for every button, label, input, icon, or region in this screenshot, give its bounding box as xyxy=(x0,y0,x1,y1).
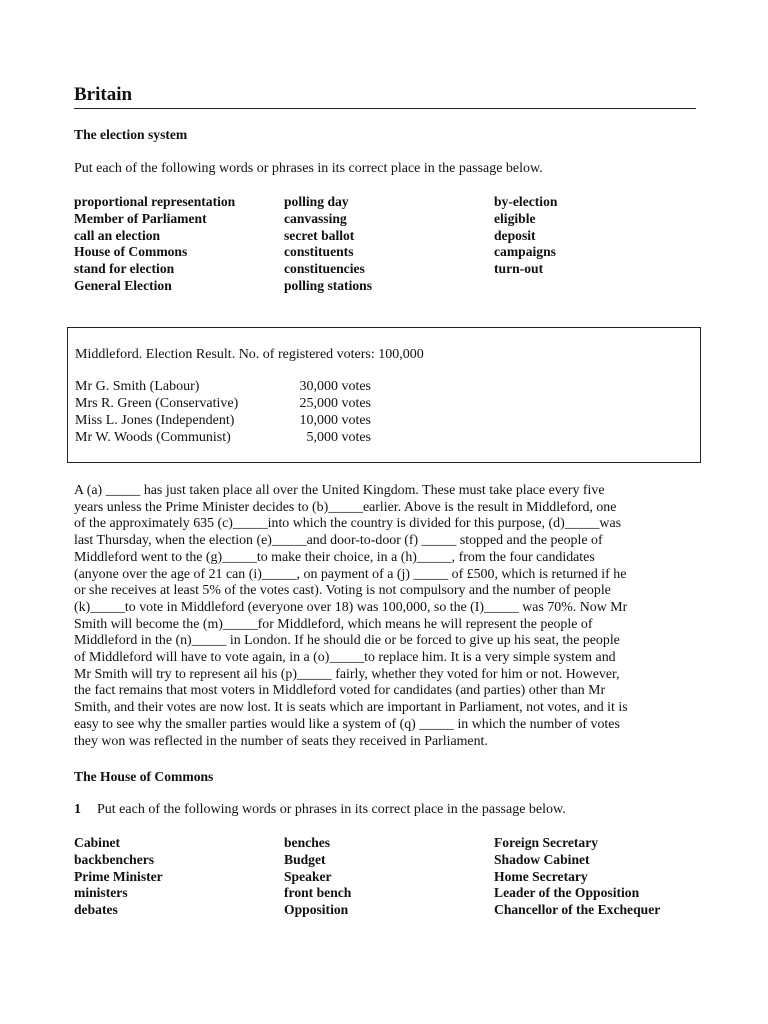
word-column-2 xyxy=(284,194,494,295)
instruction-2 xyxy=(74,801,566,818)
section-heading-house-of-commons: The House of Commons xyxy=(74,769,214,784)
word-item: Opposition xyxy=(284,902,349,918)
candidate-name: Miss L. Jones (Independent) xyxy=(75,413,235,428)
word-item: eligible xyxy=(494,210,536,226)
passage-line: Middleford in the (n)_____ in London. If he should die or be forced to give up his seat, the people xyxy=(74,633,620,649)
word-column-1 xyxy=(74,194,284,295)
candidate-votes: 25,000 votes xyxy=(299,396,371,411)
passage-line: of the approximately 635 (c)_____into which the country is divided for this purpose, (d)_____was xyxy=(74,516,622,532)
word-item: Chancellor of the Exchequer xyxy=(494,902,661,918)
word-item: proportional representation xyxy=(74,194,236,209)
instruction-2-text: Put each of the following words or phrases in its correct place in the passage below. xyxy=(97,802,566,817)
candidate-votes: 10,000 votes xyxy=(299,413,371,428)
candidate-name: Mr W. Woods (Communist) xyxy=(75,430,231,445)
passage-line: last Thursday, when the election (e)_____and door-to-door (f) _____ stopped and the people of xyxy=(74,533,603,549)
result-row xyxy=(75,378,371,395)
word-item: ministers xyxy=(74,885,128,901)
word-column-1 xyxy=(74,835,284,919)
word-list-election xyxy=(74,194,698,295)
passage-line: or she receives at least 5% of the votes cast). Voting is not compulsory and the number of people xyxy=(74,583,611,599)
passage-line: (anyone over the age of 21 can (i)_____, on payment of a (j) _____ of £500, which is returned if he xyxy=(74,566,627,582)
word-item: constituents xyxy=(284,244,354,260)
passage-line: years unless the Prime Minister decides to (b)_____earlier. Above is the result in Middleford, one xyxy=(74,499,617,515)
word-item: stand for election xyxy=(74,261,175,277)
word-item: secret ballot xyxy=(284,227,355,243)
word-item: Cabinet xyxy=(74,835,121,850)
page-title: Britain xyxy=(74,83,696,109)
election-result-box xyxy=(67,327,701,463)
word-item: campaigns xyxy=(494,244,556,260)
word-item: House of Commons xyxy=(74,244,188,260)
word-item: debates xyxy=(74,902,118,918)
passage-line: easy to see why the smaller parties would like a system of (q) _____ in which the number of votes xyxy=(74,716,620,732)
word-item: deposit xyxy=(494,227,536,243)
word-item: Foreign Secretary xyxy=(494,835,599,850)
election-passage xyxy=(74,483,698,750)
word-item: polling stations xyxy=(284,277,373,293)
candidate-name: Mr G. Smith (Labour) xyxy=(75,379,200,394)
word-item: turn-out xyxy=(494,261,544,277)
result-table xyxy=(75,378,371,446)
result-row xyxy=(75,395,371,412)
passage-line: Smith, and their votes are now lost. It is seats which are important in Parliament, not votes, and it is xyxy=(74,700,628,716)
candidate-votes: 30,000 votes xyxy=(299,379,371,394)
exercise-number: 1 xyxy=(74,802,81,817)
word-column-3 xyxy=(494,194,698,295)
result-row xyxy=(75,412,371,429)
word-item: Prime Minister xyxy=(74,868,163,884)
passage-line: Middleford went to the (g)_____to make their choice, in a (h)_____, from the four candidates xyxy=(74,549,595,565)
passage-line: Smith will become the (m)_____for Middleford, which means he will represent the people of xyxy=(74,616,593,632)
candidate-name: Mrs R. Green (Conservative) xyxy=(75,396,239,411)
word-item: by-election xyxy=(494,194,558,209)
result-row xyxy=(75,429,371,446)
word-item: constituencies xyxy=(284,261,365,277)
word-item: backbenchers xyxy=(74,851,155,867)
word-column-2 xyxy=(284,835,494,919)
word-item: Shadow Cabinet xyxy=(494,851,590,867)
word-item: Leader of the Opposition xyxy=(494,885,640,901)
word-list-commons xyxy=(74,835,698,919)
passage-line: of Middleford will have to vote again, in a (o)_____to replace him. It is a very simple system and xyxy=(74,650,616,666)
candidate-votes: 5,000 votes xyxy=(306,430,371,445)
word-item: General Election xyxy=(74,277,172,293)
word-item: polling day xyxy=(284,194,349,209)
word-item: call an election xyxy=(74,227,161,243)
section-heading-election-system: The election system xyxy=(74,127,188,142)
passage-line: the fact remains that most voters in Middleford voted for candidates (and parties) other than Mr xyxy=(74,683,606,699)
word-item: benches xyxy=(284,835,331,850)
word-column-3 xyxy=(494,835,698,919)
word-item: canvassing xyxy=(284,210,347,226)
word-item: Member of Parliament xyxy=(74,210,207,226)
passage-line: Mr Smith will try to represent ail his (p)_____ fairly, whether they voted for him or not. However, xyxy=(74,666,620,682)
instruction-1: Put each of the following words or phrases in its correct place in the passage below. xyxy=(74,161,543,176)
result-title: Middleford. Election Result. No. of registered voters: 100,000 xyxy=(75,347,424,362)
word-item: Budget xyxy=(284,851,326,867)
word-item: Speaker xyxy=(284,868,332,884)
passage-line: they won was reflected in the number of seats they received in Parliament. xyxy=(74,733,488,749)
word-item: front bench xyxy=(284,885,352,901)
word-item: Home Secretary xyxy=(494,868,588,884)
passage-line: A (a) _____ has just taken place all over the United Kingdom. These must take place every five xyxy=(74,483,605,498)
passage-line: (k)_____to vote in Middleford (everyone over 18) was 100,000, so the (I)_____ was 70%. Now Mr xyxy=(74,599,628,615)
